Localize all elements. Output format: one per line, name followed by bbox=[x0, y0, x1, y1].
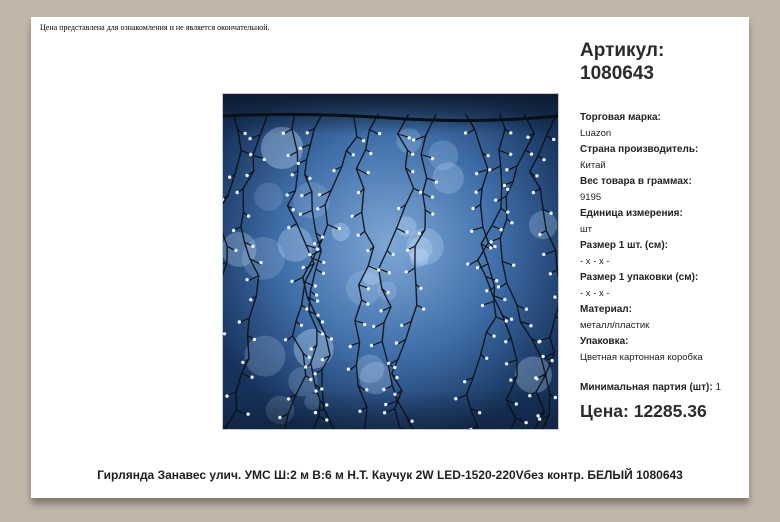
min-order-value: 1 bbox=[715, 382, 722, 393]
garland-curtain-image bbox=[223, 94, 558, 429]
price: Цена: 12285.36 bbox=[580, 401, 707, 421]
spec-label-unit: Единица измерения: bbox=[580, 208, 683, 219]
spec-value-package-size: - x - x - bbox=[580, 288, 610, 299]
spec-value-packaging: Цветная картонная коробка bbox=[580, 352, 703, 363]
spec-value-country: Китай bbox=[580, 160, 606, 171]
article-heading bbox=[580, 39, 745, 85]
spec-value-weight: 9195 bbox=[580, 192, 602, 203]
spec-label-weight: Вес товара в граммах: bbox=[580, 176, 692, 187]
spec-value-material: металл/пластик bbox=[580, 320, 650, 331]
spec-label-package-size: Размер 1 упаковки (см): bbox=[580, 272, 699, 283]
article-label: Артикул: bbox=[580, 40, 665, 61]
article-number: 1080643 bbox=[580, 63, 654, 84]
spec-panel bbox=[580, 39, 745, 422]
spec-value-unit: шт bbox=[580, 224, 592, 235]
spec-value-brand: Luazon bbox=[580, 128, 612, 139]
spec-label-country: Страна производитель: bbox=[580, 144, 699, 155]
min-order bbox=[580, 381, 745, 395]
spec-label-brand: Торговая марка: bbox=[580, 112, 661, 123]
spec-list bbox=[580, 110, 745, 366]
min-order-label: Минимальная партия (шт): bbox=[580, 382, 713, 393]
price-disclaimer: Цена представлена для ознакомления и не является окончательной. bbox=[40, 23, 270, 32]
product-title: Гирлянда Занавес улич. УМС Ш:2 м В:6 м Н.Т. Каучук 2W LED-1520-220Vбез контр. БЕЛЫЙ 1080643 bbox=[97, 468, 683, 482]
product-sheet bbox=[31, 17, 749, 498]
product-photo bbox=[222, 93, 559, 430]
spec-label-packaging: Упаковка: bbox=[580, 336, 629, 347]
spec-label-material: Материал: bbox=[580, 304, 632, 315]
spec-label-item-size: Размер 1 шт. (см): bbox=[580, 240, 668, 251]
spec-value-item-size: - x - x - bbox=[580, 256, 610, 267]
